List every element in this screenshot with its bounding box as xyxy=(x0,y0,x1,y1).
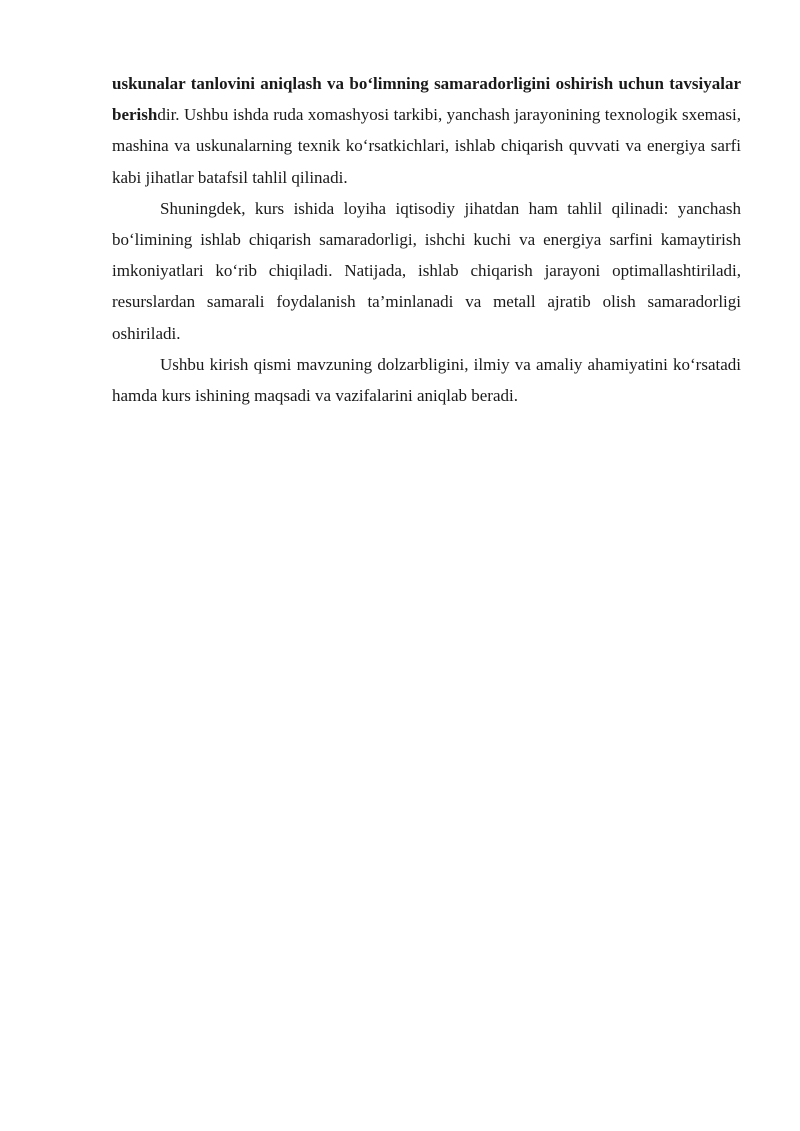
paragraph-bold-lead: uskunalar tanlovini aniqlash va bo‘limning samaradorligini oshirish uchun tavsiyalar berish xyxy=(112,74,741,125)
paragraph-continuation xyxy=(112,68,741,193)
document-body xyxy=(112,68,741,411)
paragraph-intro-summary: Ushbu kirish qismi mavzuning dolzarbligini, ilmiy va amaliy ahamiyatini ko‘rsatadi hamda kurs ishining maqsadi va vazifalarini aniqlab beradi. xyxy=(112,354,741,406)
paragraph-text: dir. Ushbu ishda ruda xomashyosi tarkibi, yanchash jarayonining texnologik sxemasi, mashina va uskunalarning texnik ko‘rsatkichlari, ishlab chiqarish quvvati va energiya sarfi kabi jihatlar batafsil tahlil qilinadi. xyxy=(112,105,741,187)
paragraph-economic-analysis: Shuningdek, kurs ishida loyiha iqtisodiy jihatdan ham tahlil qilinadi: yanchash bo‘limining ishlab chiqarish samaradorligi, ishchi kuchi va energiya sarfini kamaytirish imkoniyatlari ko‘rib chiqiladi. Natijada, ishlab chiqarish jarayoni optimallashtiriladi, resurslardan samarali foydalanish ta’minlanadi va metall ajratib olish samaradorligi oshiriladi. xyxy=(112,198,741,343)
